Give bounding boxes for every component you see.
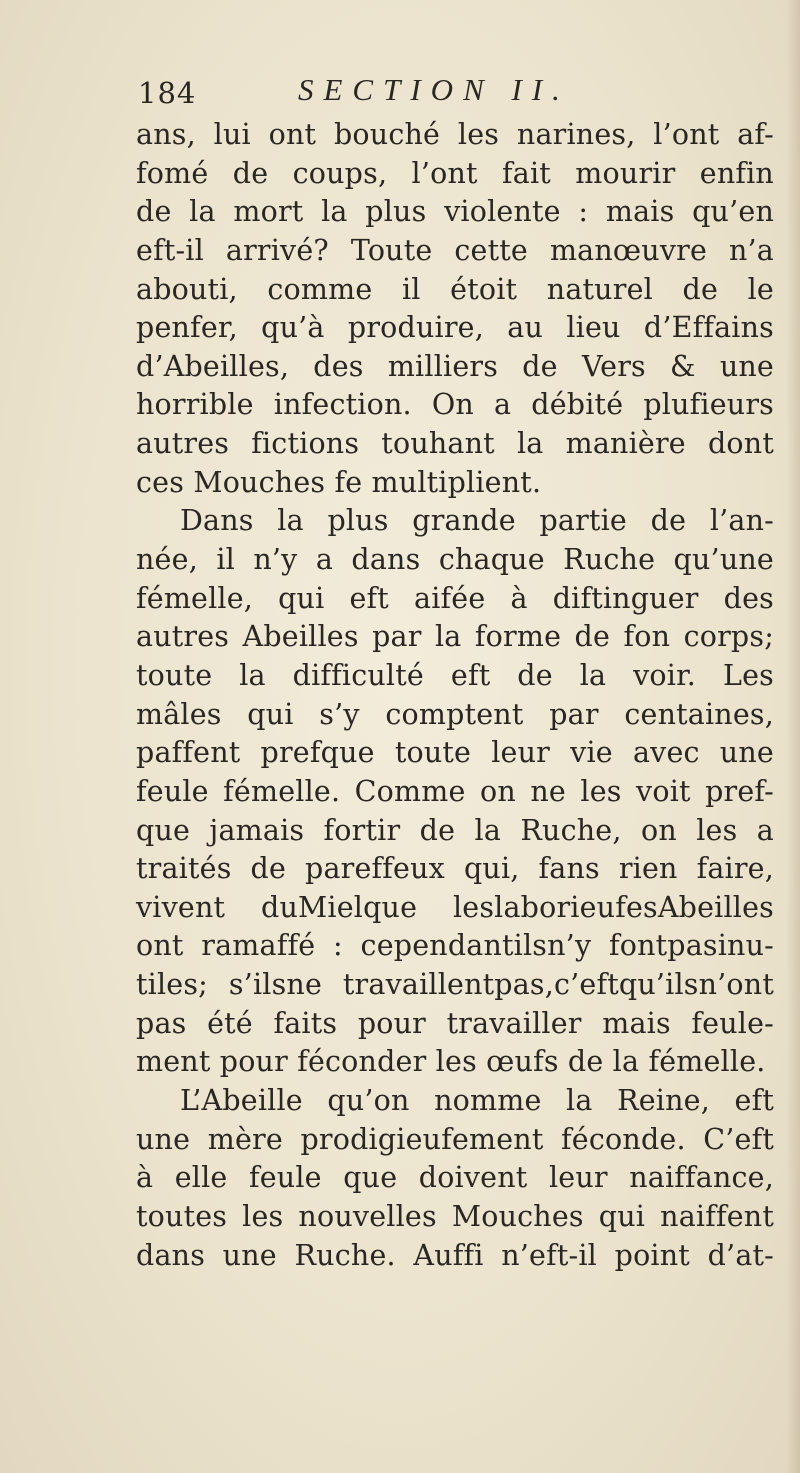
- text-line: ont ramaffé : cependantilsn’y fontpasinu-: [136, 929, 774, 963]
- text-line: paffent prefque toute leur vie avec une: [136, 736, 774, 770]
- text-line: que jamais fortir de la Ruche, on les a: [136, 813, 774, 847]
- body-text: [136, 116, 774, 1275]
- text-line: une mère prodigieufement féconde. C’eft: [136, 1122, 774, 1156]
- text-line: ment pour féconder les œufs de la fémelle.: [136, 1045, 766, 1079]
- text-line: de la mort la plus violente : mais qu’en: [136, 195, 774, 229]
- text-line: abouti, comme il étoit naturel de le: [136, 272, 774, 306]
- text-line: fémelle, qui eft aifée à diftinguer des: [136, 581, 774, 615]
- text-line: d’Abeilles, des milliers de Vers & une: [136, 349, 774, 383]
- page-header: [138, 72, 778, 122]
- text-line: traités de pareffeux qui, fans rien faire,: [136, 852, 774, 886]
- text-line: toutes les nouvelles Mouches qui naiffent: [136, 1199, 774, 1233]
- running-head: SECTION II.: [298, 72, 570, 107]
- text-line: née, il n’y a dans chaque Ruche qu’une: [136, 543, 774, 577]
- text-line: penfer, qu’à produire, au lieu d’Effains: [136, 311, 774, 345]
- text-line: ans, lui ont bouché les narines, l’ont af-: [136, 118, 774, 151]
- text-line: feule fémelle. Comme on ne les voit pref-: [136, 774, 774, 808]
- text-line: eft-il arrivé? Toute cette manœuvre n’a: [136, 233, 774, 267]
- text-line: autres Abeilles par la forme de fon corps;: [136, 620, 774, 654]
- text-line: mâles qui s’y comptent par centaines,: [136, 697, 774, 731]
- page-edge-shadow: [786, 0, 800, 1473]
- text-line: autres fictions touhant la manière dont: [136, 427, 774, 461]
- text-line: tiles; s’ilsne travaillentpas,c’eftqu’ilsn’ont: [136, 968, 774, 1002]
- text-line: toute la difficulté eft de la voir. Les: [136, 658, 774, 692]
- text-line: ces Mouches fe multiplient.: [136, 465, 542, 499]
- paragraph-start-line: L’Abeille qu’on nomme la Reine, eft: [180, 1084, 774, 1118]
- text-line: horrible infection. On a débité plufieurs: [136, 388, 774, 422]
- text-line: pas été faits pour travailler mais feule-: [136, 1006, 774, 1040]
- page-number: 184: [138, 76, 197, 110]
- text-line: dans une Ruche. Auffi n’eft-il point d’at-: [136, 1238, 774, 1272]
- paragraph-start-line: Dans la plus grande partie de l’an-: [180, 504, 774, 538]
- text-line: fomé de coups, l’ont fait mourir enfin: [136, 156, 774, 190]
- text-line: à elle feule que doivent leur naiffance,: [136, 1161, 774, 1195]
- text-line: vivent duMielque leslaborieufesAbeilles: [136, 890, 774, 924]
